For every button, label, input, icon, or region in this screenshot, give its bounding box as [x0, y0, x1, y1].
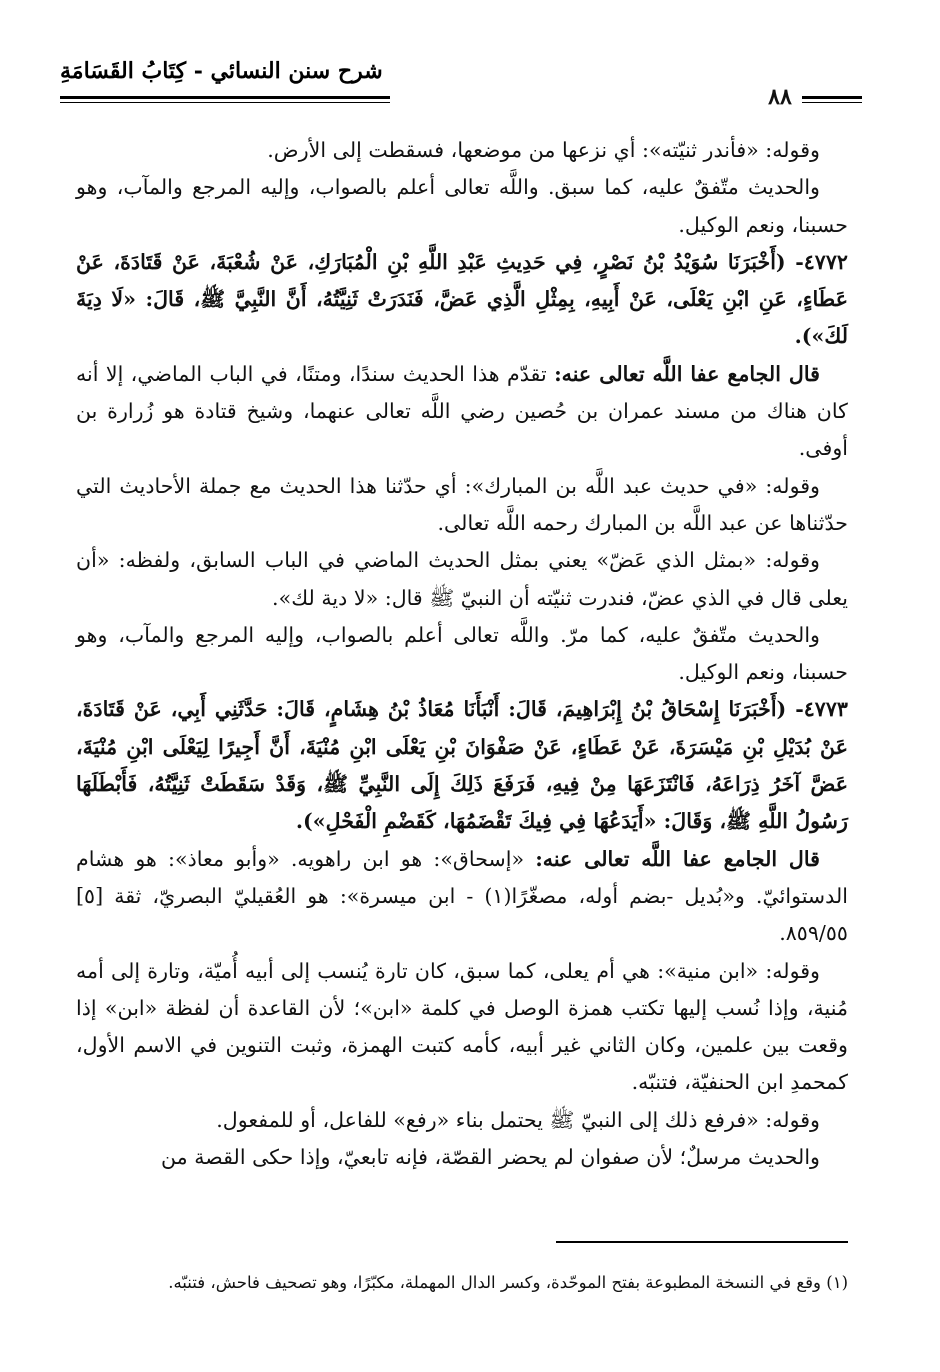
jami-label: قال الجامع عفا اللَّه تعالى عنه:: [535, 846, 820, 871]
footnote: (١) وقع في النسخة المطبوعة بفتح الموحّدة، وكسر الدال المهملة، مكبّرًا، وهو تصحيف فاحش، فتنبّه.: [168, 1273, 848, 1292]
jami-commentary: [76, 356, 848, 468]
paragraph: وقوله: «فأندر ثنيّته»: أي نزعها من موضعها، فسقطت إلى الأرض.: [267, 138, 820, 162]
footnote-rule: [556, 1241, 848, 1243]
page-number: ٨٨: [768, 84, 792, 110]
header-rule-right: [802, 96, 862, 103]
body-text: [76, 132, 848, 1176]
jami-text: تقدّم هذا الحديث سندًا، ومتنًا، في الباب الماضي، إلا أنه كان هناك من مسند عمران بن حُصين رضي اللَّه تعالى عنهما، وشيخ قتادة هو زُرارة بن أوفى.: [76, 361, 848, 461]
running-header: [60, 52, 862, 112]
jami-label: قال الجامع عفا اللَّه تعالى عنه:: [554, 361, 820, 386]
paragraph: والحديث متّفقٌ عليه، كما سبق. واللَّه تعالى أعلم بالصواب، وإليه المرجع والمآب، وهو حسبنا، ونعم الوكيل.: [76, 175, 848, 237]
jami-commentary: [76, 841, 848, 953]
jami-text: «إسحاق»: هو ابن راهويه. «وأبو معاذ»: هو هشام الدستوائيّ. و«بُديل -بضم أوله، مصغّرًا(١) - ابن ميسرة»: هو العُقيليّ البصريّ، ثقة [٥] ٨٥٩/٥٥.: [76, 846, 848, 946]
header-title: شرح سنن النسائي - كِتَابُ القَسَامَةِ: [60, 58, 383, 84]
paragraph: والحديث مرسلٌ؛ لأن صفوان لم يحضر القصّة، فإنه تابعيّ، وإذا حكى القصة من: [160, 1145, 820, 1170]
hadith-text: ٤٧٧٣- (أَخْبَرَنَا إِسْحَاقُ بْنُ إِبْرَاهِيمَ، قَالَ: أَنْبَأَنَا مُعَاذُ بْنُ هِشَامٍ، قَالَ: حَدَّثَنِي أَبِي، عَنْ قَتَادَةَ، عَنْ بُدَيْلِ بْنِ مَيْسَرَةَ، عَنْ عَطَاءٍ، عَنْ صَفْوَانَ بْنِ يَعْلَى ابْنِ مُنْيَةَ، أَنَّ أَجِيرًا لِيَعْلَى ابْنِ مُنْيَةَ، عَضَّ آخَرُ ذِرَاعَهُ، فَانْتَزَعَهَا مِنْ فِيهِ، فَرَفَعَ ذَلِكَ إِلَى النَّبِيِّ ﷺ، وَقَدْ سَقَطَتْ ثَنِيَّتُهُ، فَأَبْطَلَهَا رَسُولُ اللَّهِ ﷺ، وَقَالَ: «أَيَدَعُهَا فِي فِيكَ تَقْضَمُهَا، كَقَضْمِ الْفَحْلِ»).: [76, 697, 848, 834]
paragraph: وقوله: «في حديث عبد اللَّه بن المبارك»: أي حدّثنا هذا الحديث مع جملة الأحاديث التي حدّثناها عن عبد اللَّه بن المبارك رحمه اللَّه تعالى.: [76, 473, 848, 535]
paragraph: وقوله: «ابن منية»: هي أم يعلى، كما سبق، كان تارة يُنسب إلى أبيه أُميّة، وتارة إلى أمه مُنية، وإذا نُسب إليها تكتب همزة الوصل في كلمة «ابن»؛ لأن القاعدة أن لفظة «ابن» إذا وقعت بين علمين، وكان الثاني غير أبيه، كأمه كتبت الهمزة، وثبت التنوين في الاسم الأول، كمحمدِ ابن الحنفيّة، فتنبّه.: [76, 958, 848, 1095]
header-rule-left: [60, 96, 390, 103]
hadith-text: ٤٧٧٢- (أَخْبَرَنَا سُوَيْدُ بْنُ نَصْرٍ، فِي حَدِيثِ عَبْدِ اللَّهِ بْنِ الْمُبَارَكِ، عَنْ شُعْبَةَ، عَنْ قَتَادَةَ، عَنْ عَطَاءٍ، عَنِ ابْنِ يَعْلَى، عَنْ أَبِيهِ، بِمِثْلِ الَّذِي عَضَّ، فَنَدَرَتْ ثَنِيَّتُهُ، أَنَّ النَّبِيَّ ﷺ، قَالَ: «لَا دِيَةَ لَكَ»).: [76, 249, 848, 349]
paragraph: وقوله: «بمثل الذي عَضّ» يعني بمثل الحديث الماضي في الباب السابق، ولفظه: «أن يعلى قال في الذي عضّ، فندرت ثنيّته أن النبيّ ﷺ قال: «لا دية لك».: [76, 548, 848, 610]
paragraph: والحديث متّفقٌ عليه، كما مرّ. واللَّه تعالى أعلم بالصواب، وإليه المرجع والمآب، وهو حسبنا، ونعم الوكيل.: [76, 622, 848, 685]
paragraph: وقوله: «فرفع ذلك إلى النبيّ ﷺ يحتمل بناء «رفع» للفاعل، أو للمفعول.: [216, 1107, 820, 1132]
